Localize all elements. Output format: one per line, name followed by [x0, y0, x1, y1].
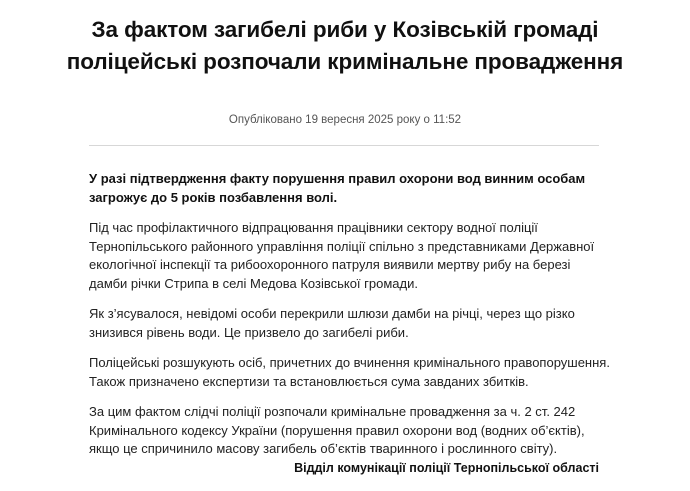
publication-date: Опубліковано 19 вересня 2025 року о 11:52 [228, 114, 462, 126]
body-paragraph: Під час профілактичного відпрацювання працівники сектору водної поліції Тернопільського районного управління поліції спільно з представниками Державної екологічної інспекції та рибоохоронного патруля виявили мертву рибу на березі дамби річки Стрипа в селі Медова Козівської громади. [89, 220, 595, 291]
lead-paragraph: У разі підтвердження факту порушення правил охорони вод винним особам загрожує до 5 років позбавлення волі. [89, 171, 586, 205]
article-title: За фактом загибелі риби у Козівській громаді поліцейські розпочали кримінальне провадження [66, 17, 624, 74]
body-paragraph: За цим фактом слідчі поліції розпочали кримінальне провадження за ч. 2 ст. 242 Кримінального кодексу України (порушення правил охорони вод (водних об’єктів), якщо це спричинило масову загибель об’єктів тваринного і рослинного світу). [89, 404, 585, 456]
article-signature: Відділ комунікації поліції Тернопільської області [294, 461, 599, 475]
divider [89, 145, 599, 146]
body-paragraph: Як з’ясувалося, невідомі особи перекрили шлюзи дамби на річці, через що різко знизився рівень води. Це призвело до загибелі риби. [89, 306, 575, 340]
article-body [89, 170, 610, 471]
body-paragraph: Поліцейські розшукують осіб, причетних до вчинення кримінального правопорушення. Також призначено експертизи та встановлюється сума завданих збитків. [89, 355, 610, 389]
